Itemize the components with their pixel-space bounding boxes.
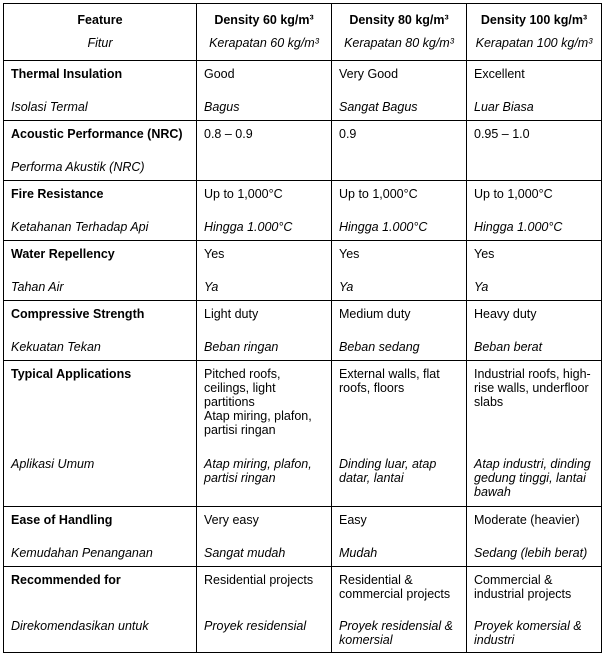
feature-cell <box>4 567 197 653</box>
value-cell-d100 <box>467 301 602 361</box>
cell-text-id: Hingga 1.000°C <box>204 220 293 234</box>
value-cell-d80 <box>332 61 467 121</box>
cell-text-id: Sangat Bagus <box>339 100 418 114</box>
table-row <box>4 241 602 301</box>
cell-text-id: Beban sedang <box>339 340 420 354</box>
cell-text-id: Beban berat <box>474 340 543 354</box>
feature-cell <box>4 121 197 181</box>
cell-text-en: Excellent <box>474 67 525 81</box>
cell-text-en: Recommended for <box>11 573 121 587</box>
table-row <box>4 567 602 653</box>
header-density-80 <box>332 4 467 61</box>
value-cell-d80 <box>332 567 467 653</box>
feature-cell <box>4 241 197 301</box>
cell-text-id: Isolasi Termal <box>11 100 88 114</box>
cell-text-en: Fire Resistance <box>11 187 104 201</box>
feature-cell <box>4 181 197 241</box>
cell-text-en: Compressive Strength <box>11 307 145 321</box>
cell-text-id: Proyek residensial <box>204 619 307 633</box>
value-cell-d60 <box>197 361 332 507</box>
value-cell-d100 <box>467 121 602 181</box>
cell-text-id: Proyek komersial & industri <box>474 619 582 647</box>
cell-text-id: Hingga 1.000°C <box>474 220 563 234</box>
value-cell-d60 <box>197 241 332 301</box>
header-feature <box>4 4 197 61</box>
cell-text-en: Ease of Handling <box>11 513 113 527</box>
cell-text-en: Residential projects <box>204 573 314 587</box>
cell-text-id: Sedang (lebih berat) <box>474 546 588 560</box>
table-row <box>4 181 602 241</box>
cell-text-en: Very Good <box>339 67 399 81</box>
cell-text-en: Yes <box>204 247 225 261</box>
cell-text-en: External walls, flat roofs, floors <box>339 367 440 395</box>
cell-text-en: 0.95 – 1.0 <box>474 127 530 141</box>
cell-text-id: Hingga 1.000°C <box>339 220 428 234</box>
cell-text-id: Sangat mudah <box>204 546 286 560</box>
header-density-100-id: Kerapatan 100 kg/m³ <box>475 36 593 50</box>
cell-text-en: Commercial & industrial projects <box>474 573 572 601</box>
cell-text-id: Kemudahan Penanganan <box>11 546 153 560</box>
header-density-80-id: Kerapatan 80 kg/m³ <box>344 36 454 50</box>
header-feature-en: Feature <box>77 13 123 27</box>
value-cell-d100 <box>467 567 602 653</box>
cell-text-id: Performa Akustik (NRC) <box>11 160 145 174</box>
value-cell-d100 <box>467 361 602 507</box>
cell-text-id: Atap miring, plafon, partisi ringan <box>204 457 312 485</box>
value-cell-d100 <box>467 181 602 241</box>
density-comparison-table <box>3 3 602 653</box>
cell-text-en: Water Repellency <box>11 247 115 261</box>
value-cell-d100 <box>467 241 602 301</box>
cell-text-id: Atap industri, dinding gedung tinggi, lantai bawah <box>474 457 591 499</box>
header-density-60-id: Kerapatan 60 kg/m³ <box>209 36 319 50</box>
feature-cell <box>4 301 197 361</box>
cell-text-en: Easy <box>339 513 367 527</box>
cell-text-en: Good <box>204 67 235 81</box>
cell-text-id: Mudah <box>339 546 378 560</box>
cell-text-id: Kekuatan Tekan <box>11 340 101 354</box>
value-cell-d80 <box>332 241 467 301</box>
value-cell-d80 <box>332 507 467 567</box>
feature-cell <box>4 507 197 567</box>
cell-text-en: Moderate (heavier) <box>474 513 580 527</box>
value-cell-d60 <box>197 301 332 361</box>
cell-text-id: Ketahanan Terhadap Api <box>11 220 149 234</box>
cell-text-id: Ya <box>204 280 219 294</box>
cell-text-extra: Atap miring, plafon, partisi ringan <box>204 409 312 437</box>
cell-text-id: Aplikasi Umum <box>11 457 95 471</box>
value-cell-d60 <box>197 61 332 121</box>
header-density-60 <box>197 4 332 61</box>
table-row <box>4 61 602 121</box>
table-row <box>4 361 602 507</box>
cell-text-id: Ya <box>474 280 489 294</box>
value-cell-d80 <box>332 361 467 507</box>
table-row <box>4 507 602 567</box>
cell-text-id: Dinding luar, atap datar, lantai <box>339 457 437 485</box>
value-cell-d80 <box>332 121 467 181</box>
value-cell-d60 <box>197 507 332 567</box>
cell-text-id: Bagus <box>204 100 240 114</box>
header-density-100-en: Density 100 kg/m³ <box>480 13 588 27</box>
value-cell-d100 <box>467 61 602 121</box>
cell-text-en: Yes <box>339 247 360 261</box>
feature-cell <box>4 361 197 507</box>
cell-text-id: Proyek residensial & komersial <box>339 619 453 647</box>
header-density-100 <box>467 4 602 61</box>
cell-text-en: Residential & commercial projects <box>339 573 451 601</box>
table-row <box>4 301 602 361</box>
cell-text-en: Typical Applications <box>11 367 132 381</box>
cell-text-id: Beban ringan <box>204 340 279 354</box>
cell-text-id: Ya <box>339 280 354 294</box>
cell-text-en: 0.9 <box>339 127 357 141</box>
cell-text-en: Up to 1,000°C <box>474 187 553 201</box>
table-row <box>4 121 602 181</box>
value-cell-d80 <box>332 181 467 241</box>
cell-text-en: 0.8 – 0.9 <box>204 127 253 141</box>
value-cell-d60 <box>197 181 332 241</box>
cell-text-id: Tahan Air <box>11 280 64 294</box>
cell-text-en: Up to 1,000°C <box>204 187 283 201</box>
value-cell-d60 <box>197 567 332 653</box>
cell-text-en: Very easy <box>204 513 259 527</box>
cell-text-en: Light duty <box>204 307 259 321</box>
cell-text-en: Industrial roofs, high-rise walls, underfloor slabs <box>474 367 591 409</box>
cell-text-en: Up to 1,000°C <box>339 187 418 201</box>
header-row <box>4 4 602 61</box>
value-cell-d100 <box>467 507 602 567</box>
cell-text-en: Medium duty <box>339 307 411 321</box>
value-cell-d80 <box>332 301 467 361</box>
cell-text-id: Luar Biasa <box>474 100 534 114</box>
header-density-80-en: Density 80 kg/m³ <box>349 13 449 27</box>
value-cell-d60 <box>197 121 332 181</box>
feature-cell <box>4 61 197 121</box>
cell-text-id: Direkomendasikan untuk <box>11 619 149 633</box>
cell-text-en: Heavy duty <box>474 307 537 321</box>
header-density-60-en: Density 60 kg/m³ <box>214 13 314 27</box>
header-feature-id: Fitur <box>87 36 113 50</box>
cell-text-en: Thermal Insulation <box>11 67 123 81</box>
cell-text-en: Acoustic Performance (NRC) <box>11 127 183 141</box>
cell-text-en: Pitched roofs, ceilings, light partitions <box>204 367 281 409</box>
cell-text-en: Yes <box>474 247 495 261</box>
